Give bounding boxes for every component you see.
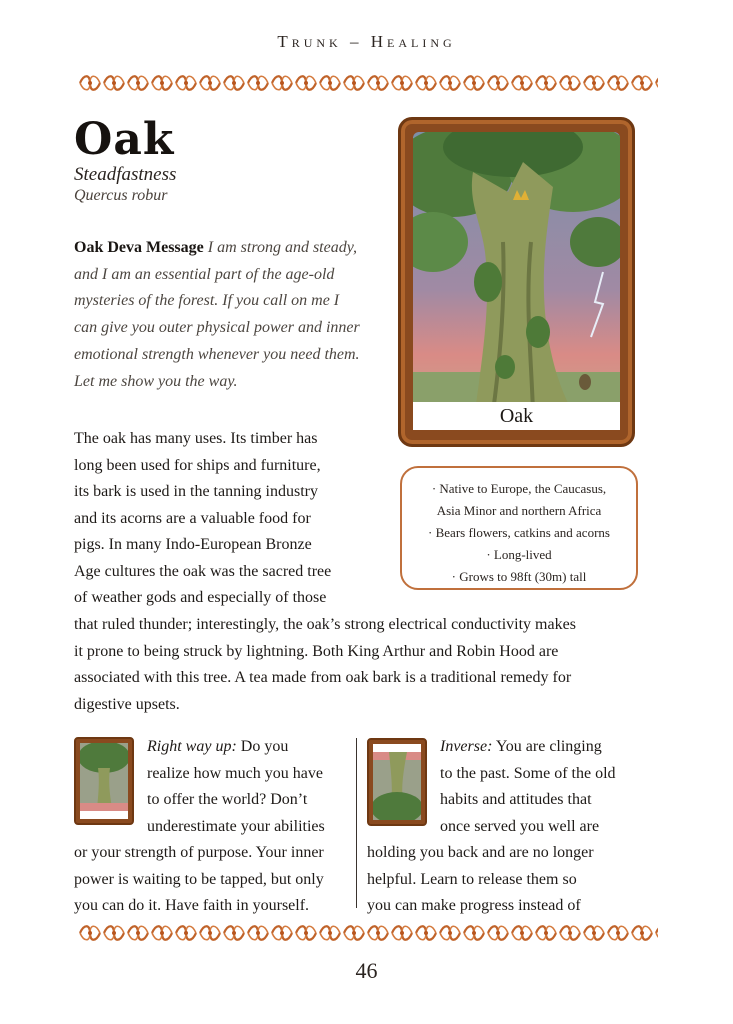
inverse-line: once served you well are (440, 817, 600, 835)
body-line: long been used for ships and furniture, (74, 456, 321, 474)
body-line: digestive upsets. (74, 695, 180, 713)
page-number: 46 (355, 958, 378, 983)
body-line: of weather gods and especially of those (74, 589, 327, 606)
upright-line: realize how much you have (147, 764, 323, 782)
tree-latin-name: Quercus robur (74, 187, 168, 204)
body-line: its bark is used in the tanning industry (74, 483, 318, 500)
upright-label: Right way up: (147, 738, 237, 755)
deva-line: can give you outer physical power and inner (74, 319, 360, 337)
inverse-line: habits and attitudes that (440, 791, 592, 808)
body-line: that ruled thunder; interestingly, the oak’s strong electrical conductivity makes (74, 616, 576, 633)
deva-line: and I am an essential part of the age-old (74, 265, 335, 283)
inverse-line: You are clinging (492, 738, 602, 755)
upright-line: you can do it. Have faith in yourself. (74, 897, 310, 914)
card-label: Oak (413, 402, 620, 430)
inverse-section (367, 734, 639, 946)
inverse-line: to the past. Some of the old (440, 764, 616, 782)
upright-line: to offer the world? Don’t (147, 791, 308, 808)
inverse-line: you can make progress instead of (367, 897, 581, 914)
tree-facts-box (400, 466, 638, 590)
running-header: Trunk – Healing (277, 32, 456, 51)
upright-line: or your strength of purpose. Your inner (74, 844, 324, 861)
body-line: it prone to being struck by lightning. Both King Arthur and Robin Hood are (74, 642, 559, 660)
body-line: pigs. In many Indo-European Bronze (74, 536, 312, 553)
body-line: The oak has many uses. Its timber has (74, 430, 318, 447)
right-way-up-section (74, 734, 344, 920)
oak-tree-illustration (413, 132, 620, 418)
ornamental-border-bottom (78, 922, 658, 944)
tree-quality: Steadfastness (74, 164, 177, 185)
fact-line: · Grows to 98ft (30m) tall (451, 569, 587, 584)
deva-line: emotional strength whenever you need them. (74, 345, 360, 363)
body-line: associated with this tree. A tea made from oak bark is a traditional remedy for (74, 669, 572, 686)
body-line: and its acorns are a valuable food for (74, 509, 311, 527)
upright-line: Do you (236, 738, 289, 755)
fact-line: · Bears flowers, catkins and acorns (428, 525, 610, 540)
deva-line: mysteries of the forest. If you call on me I (74, 292, 340, 310)
inverse-label: Inverse: (440, 738, 493, 755)
upright-line: underestimate your abilities (147, 817, 325, 835)
ornamental-border-top (78, 72, 658, 94)
upright-line: power is waiting to be tapped, but only (74, 870, 324, 888)
inverse-line: holding you back and are no longer (367, 844, 594, 861)
deva-line: I am strong and steady, (203, 239, 357, 256)
body-paragraph-part-2 (74, 612, 644, 718)
deva-message (74, 235, 396, 395)
body-paragraph-part-1 (74, 426, 364, 612)
body-line: Age cultures the oak was the sacred tree (74, 562, 332, 580)
fact-line: · Long-lived (486, 547, 552, 562)
fact-line: · Native to Europe, the Caucasus, (431, 481, 607, 496)
tree-name: Oak (74, 114, 175, 165)
fact-line: Asia Minor and northern Africa (436, 503, 602, 518)
deva-label: Oak Deva Message (74, 239, 204, 256)
column-divider (356, 738, 357, 908)
inverse-line: helpful. Learn to release them so (367, 870, 577, 888)
deva-line: Let me show you the way. (74, 372, 238, 390)
oak-tree-card (398, 117, 635, 447)
